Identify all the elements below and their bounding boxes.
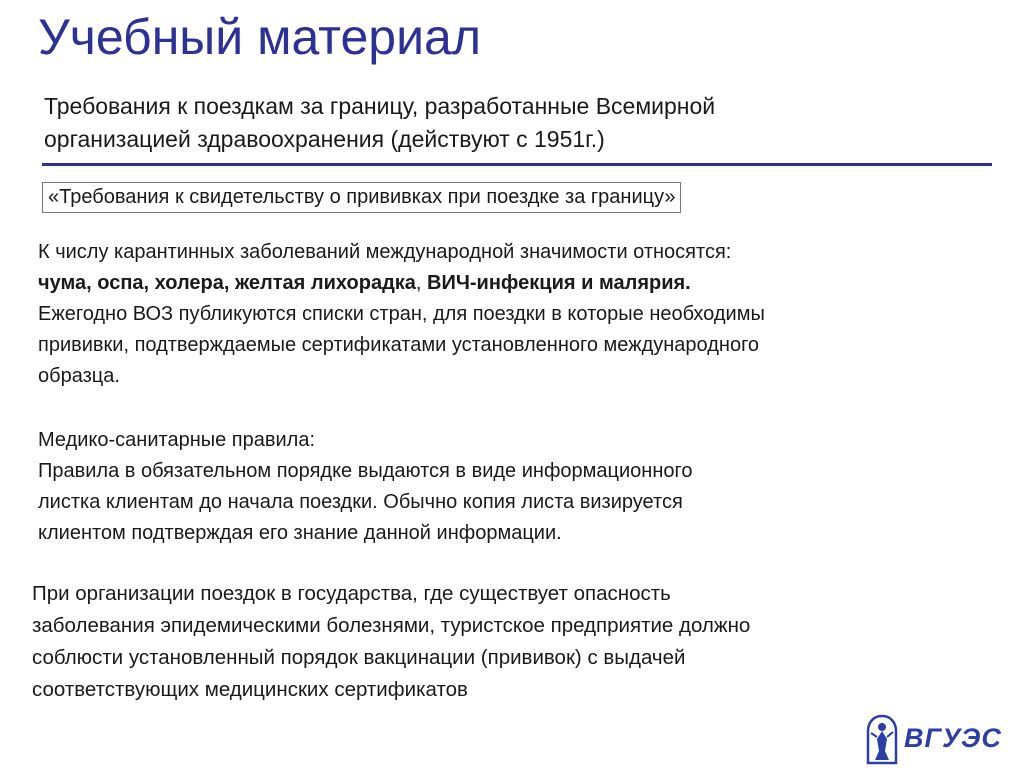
sanitary-rules-block <box>38 425 692 549</box>
subtitle-line: организацией здравоохранения (действуют с 1951г.) <box>44 126 605 152</box>
framed-quote: «Требования к свидетельству о прививках при поездке за границу» <box>42 182 681 213</box>
paragraph-line: образца. <box>38 365 120 387</box>
paragraph-line: клиентом подтверждая его знание данной информации. <box>38 522 562 544</box>
diseases-separator: , <box>415 272 428 294</box>
vaccination-block <box>32 578 750 706</box>
paragraph-line: соответствующих медицинских сертификатов <box>32 678 468 701</box>
subtitle-line: Требования к поездкам за границу, разработанные Всемирной <box>44 93 716 119</box>
paragraph-line: Правила в обязательном порядке выдаются в виде информационного <box>38 460 693 482</box>
paragraph-line: Медико-санитарные правила: <box>38 429 316 451</box>
paragraph-line: прививки, подтверждаемые сертификатами установленного международного <box>38 334 760 356</box>
logo-wordmark: ВГУЭС <box>904 723 1002 753</box>
paragraph-line: К числу карантинных заболеваний международной значимости относятся: <box>38 241 732 263</box>
statue-emblem-icon <box>862 713 902 765</box>
quarantine-diseases-block <box>38 237 765 392</box>
paragraph-line: Ежегодно ВОЗ публикуются списки стран, для поездки в которые необходимы <box>38 303 765 325</box>
paragraph-line: заболевания эпидемическими болезнями, туристское предприятие должно <box>32 614 751 637</box>
diseases-bold-a: чума, оспа, холера, желтая лихорадка <box>38 272 416 294</box>
slide-title: Учебный материал <box>38 9 482 65</box>
divider-rule <box>42 163 992 166</box>
diseases-line <box>38 268 765 299</box>
paragraph-line: При организации поездок в государства, где существует опасность <box>32 582 671 605</box>
paragraph-line: соблюсти установленный порядок вакцинации (прививок) с выдачей <box>32 646 686 669</box>
university-logo <box>862 713 1002 765</box>
subtitle <box>44 90 944 156</box>
paragraph-line: листка клиентам до начала поездки. Обычно копия листа визируется <box>38 491 683 513</box>
diseases-bold-b: ВИЧ-инфекция и малярия. <box>427 272 691 294</box>
